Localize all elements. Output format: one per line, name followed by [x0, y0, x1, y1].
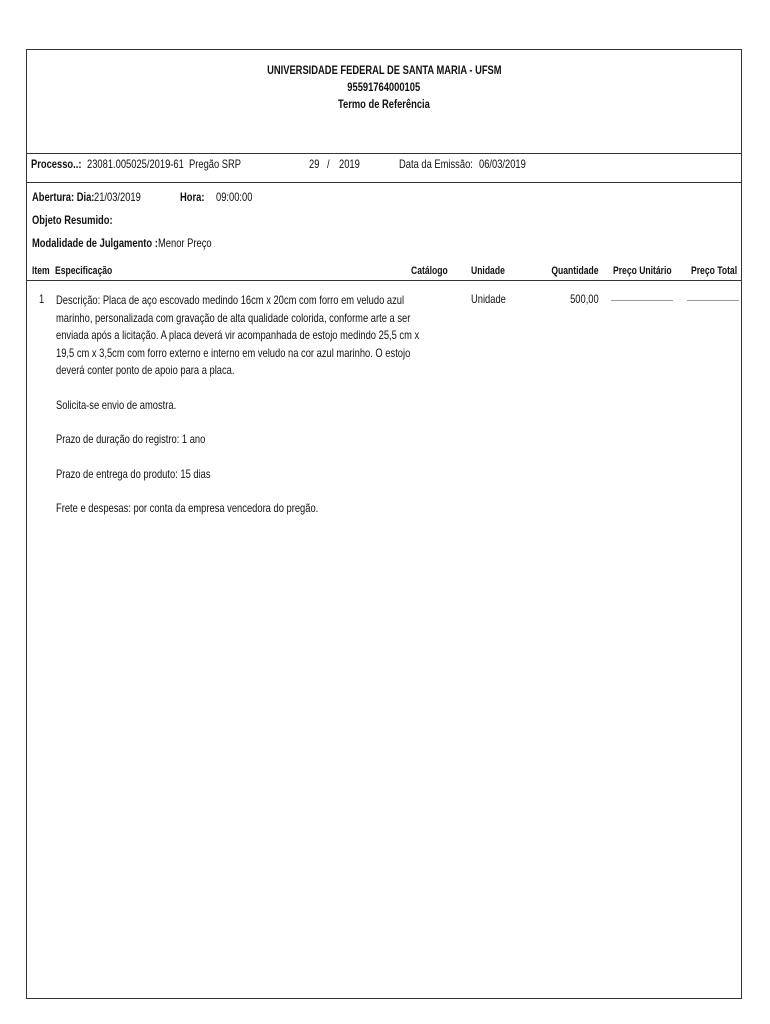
frete-note: Frete e despesas: por conta da empresa vencedora do pregão.	[56, 501, 319, 515]
pregao-number: 29	[309, 157, 320, 171]
desc-line: 19,5 cm x 3,5cm com forro externo e interno em veludo na cor azul marinho. O estojo	[56, 345, 411, 360]
prazo-registro-note: Prazo de duração do registro: 1 ano	[56, 432, 206, 446]
document-frame	[26, 49, 742, 999]
processo-label: Processo..:	[31, 157, 82, 171]
desc-line: Descrição: Placa de aço escovado medindo 16cm x 20cm com forro em veludo azul	[56, 293, 405, 307]
col-header-catalogo: Catálogo	[411, 265, 448, 277]
pregao-year: 2019	[339, 157, 360, 171]
desc-line: marinho, personalizada com gravação de alta qualidade colorida, conforme arte a ser	[56, 310, 411, 325]
desc-line: deverá conter ponto de apoio para a placa.	[56, 363, 235, 377]
amostra-note: Solicita-se envio de amostra.	[56, 397, 177, 412]
row-especificacao	[56, 292, 420, 518]
document-title: Termo de Referência	[338, 97, 430, 111]
objeto-row	[32, 213, 232, 229]
row-preco-unitario-blank	[611, 300, 673, 301]
row-quantidade: 500,00	[570, 292, 599, 306]
modalidade-row	[32, 236, 332, 252]
row-preco-total-blank	[687, 300, 739, 301]
emissao-label: Data da Emissão:	[399, 157, 473, 171]
col-header-especificacao: Especificação	[55, 265, 113, 277]
hora-label: Hora:	[180, 190, 205, 204]
col-header-preco-total: Preço Total	[691, 265, 738, 277]
abertura-label: Abertura: Dia:	[32, 190, 95, 204]
abertura-row	[32, 190, 332, 206]
abertura-date: 21/03/2019	[94, 190, 141, 204]
prazo-entrega-note: Prazo de entrega do produto: 15 dias	[56, 466, 211, 481]
institution-name: UNIVERSIDADE FEDERAL DE SANTA MARIA - UFSM	[266, 63, 502, 77]
col-header-quantidade: Quantidade	[551, 265, 599, 277]
emissao-date: 06/03/2019	[479, 157, 526, 171]
hora-value: 09:00:00	[216, 190, 253, 204]
processo-number: 23081.005025/2019-61	[87, 157, 184, 171]
objeto-label: Objeto Resumido:	[32, 213, 113, 227]
col-header-item: Item	[32, 265, 50, 277]
pregao-separator: /	[327, 157, 330, 171]
desc-line: enviada após a licitação. A placa deverá vir acompanhada de estojo medindo 25,5 cm x	[56, 328, 420, 342]
modalidade-label: Modalidade de Julgamento :	[32, 236, 158, 250]
processo-row	[31, 157, 741, 173]
table-header-divider	[27, 280, 741, 281]
row-item-number: 1	[39, 292, 45, 306]
pregao-type: Pregão SRP	[189, 157, 242, 171]
header-divider	[27, 153, 741, 154]
document-header	[27, 62, 741, 113]
col-header-preco-unitario: Preço Unitário	[613, 265, 672, 277]
modalidade-value: Menor Preço	[158, 236, 212, 250]
processo-divider	[27, 182, 741, 183]
row-unidade: Unidade	[471, 292, 506, 306]
col-header-unidade: Unidade	[471, 265, 505, 277]
institution-code: 95591764000105	[347, 80, 421, 94]
